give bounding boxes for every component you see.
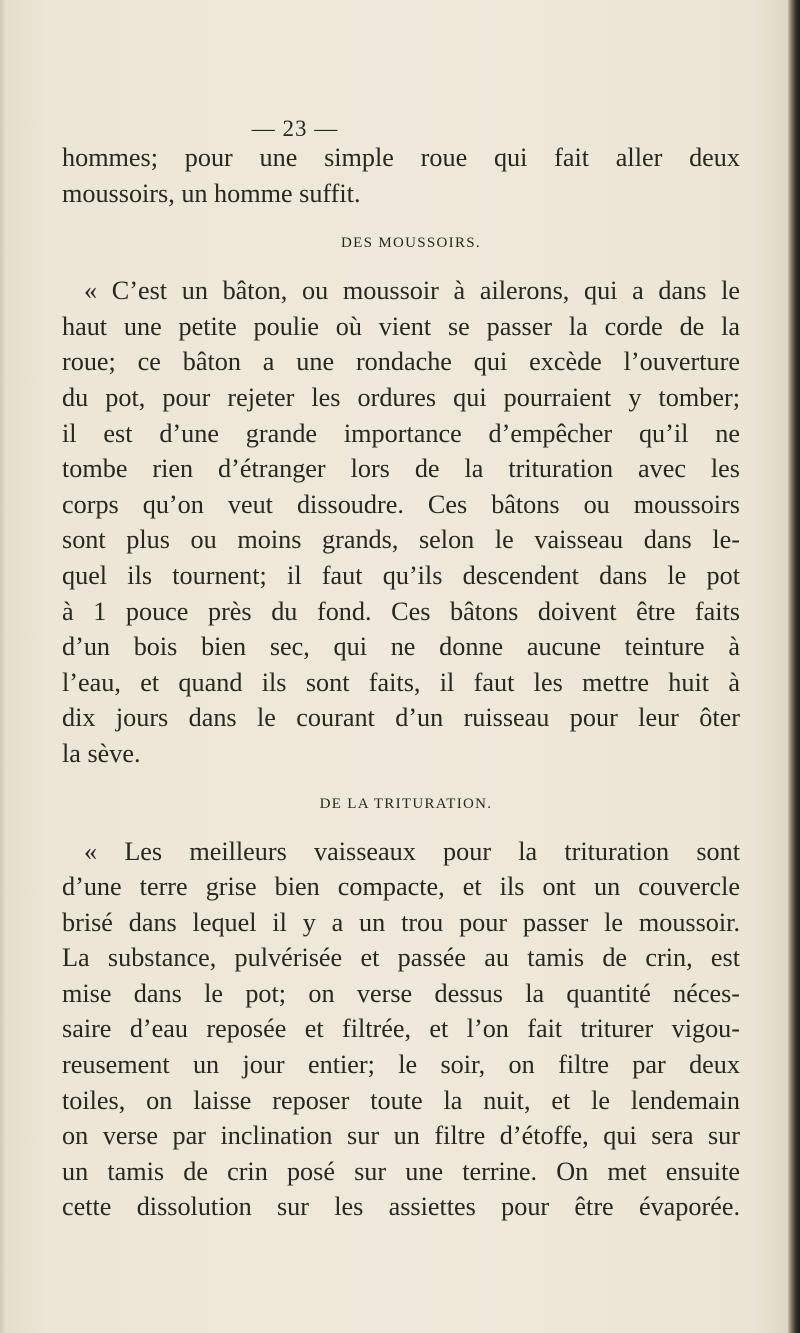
paragraph-line: il est d’une grande importance d’empêcher qu’il ne <box>62 418 740 448</box>
paragraph-line: mise dans le pot; on verse dessus la quantité néces- <box>62 978 740 1008</box>
section-heading-moussoirs: DES MOUSSOIRS. <box>341 235 481 252</box>
page-left-edge-shadow <box>0 0 6 1333</box>
page-number: — 23 — <box>251 116 339 141</box>
paragraph-line: haut une petite poulie où vient se passer la corde de la <box>62 311 740 341</box>
paragraph-line: à 1 pouce près du fond. Ces bâtons doivent être faits <box>62 596 740 626</box>
paragraph-line: saire d’eau reposée et filtrée, et l’on fait triturer vigou- <box>62 1014 740 1044</box>
page-text <box>62 140 740 1225</box>
paragraph-line: du pot, pour rejeter les ordures qui pourraient y tomber; <box>62 382 740 412</box>
paragraph-line: brisé dans lequel il y a un trou pour passer le moussoir. <box>62 907 740 937</box>
paragraph-line: dix jours dans le courant d’un ruisseau pour leur ôter <box>62 703 740 733</box>
intro-line-1: hommes; pour une simple roue qui fait aller deux <box>62 143 740 172</box>
section-trituration-paragraph <box>62 834 740 1226</box>
paragraph-line: La substance, pulvérisée et passée au tamis de crin, est <box>62 943 740 973</box>
paragraph-line: un tamis de crin posé sur une terrine. On met ensuite <box>62 1156 740 1186</box>
paragraph-line: reusement un jour entier; le soir, on filtre par deux <box>62 1050 740 1080</box>
section-moussoirs-paragraph <box>62 273 740 771</box>
paragraph-line: la sève. <box>62 738 141 768</box>
paragraph-line: tombe rien d’étranger lors de la trituration avec les <box>62 454 740 484</box>
paragraph-line: d’une terre grise bien compacte, et ils ont un couvercle <box>62 872 740 902</box>
paragraph-line: roue; ce bâton a une rondache qui excède l’ouverture <box>62 347 740 377</box>
paragraph-line: sont plus ou moins grands, selon le vaisseau dans le- <box>62 525 740 555</box>
page-right-edge-shadow <box>788 0 800 1333</box>
paragraph-line: toiles, on laisse reposer toute la nuit, et le lendemain <box>62 1085 740 1115</box>
paragraph-line: « C’est un bâton, ou moussoir à ailerons, qui a dans le <box>84 276 740 306</box>
section-heading-trituration: DE LA TRITURATION. <box>319 795 493 812</box>
intro-line-2: moussoirs, un homme suffit. <box>62 178 361 208</box>
paragraph-line: quel ils tournent; il faut qu’ils descendent dans le pot <box>62 560 740 590</box>
paragraph-line: cette dissolution sur les assiettes pour être évaporée. <box>62 1192 740 1222</box>
paragraph-line: l’eau, et quand ils sont faits, il faut les mettre huit à <box>62 667 740 697</box>
paragraph-line: on verse par inclination sur un filtre d’étoffe, qui sera sur <box>62 1121 740 1151</box>
paragraph-line: « Les meilleurs vaisseaux pour la trituration sont <box>84 836 740 866</box>
paragraph-line: d’un bois bien sec, qui ne donne aucune teinture à <box>62 632 740 662</box>
paragraph-line: corps qu’on veut dissoudre. Ces bâtons ou moussoirs <box>62 489 740 519</box>
